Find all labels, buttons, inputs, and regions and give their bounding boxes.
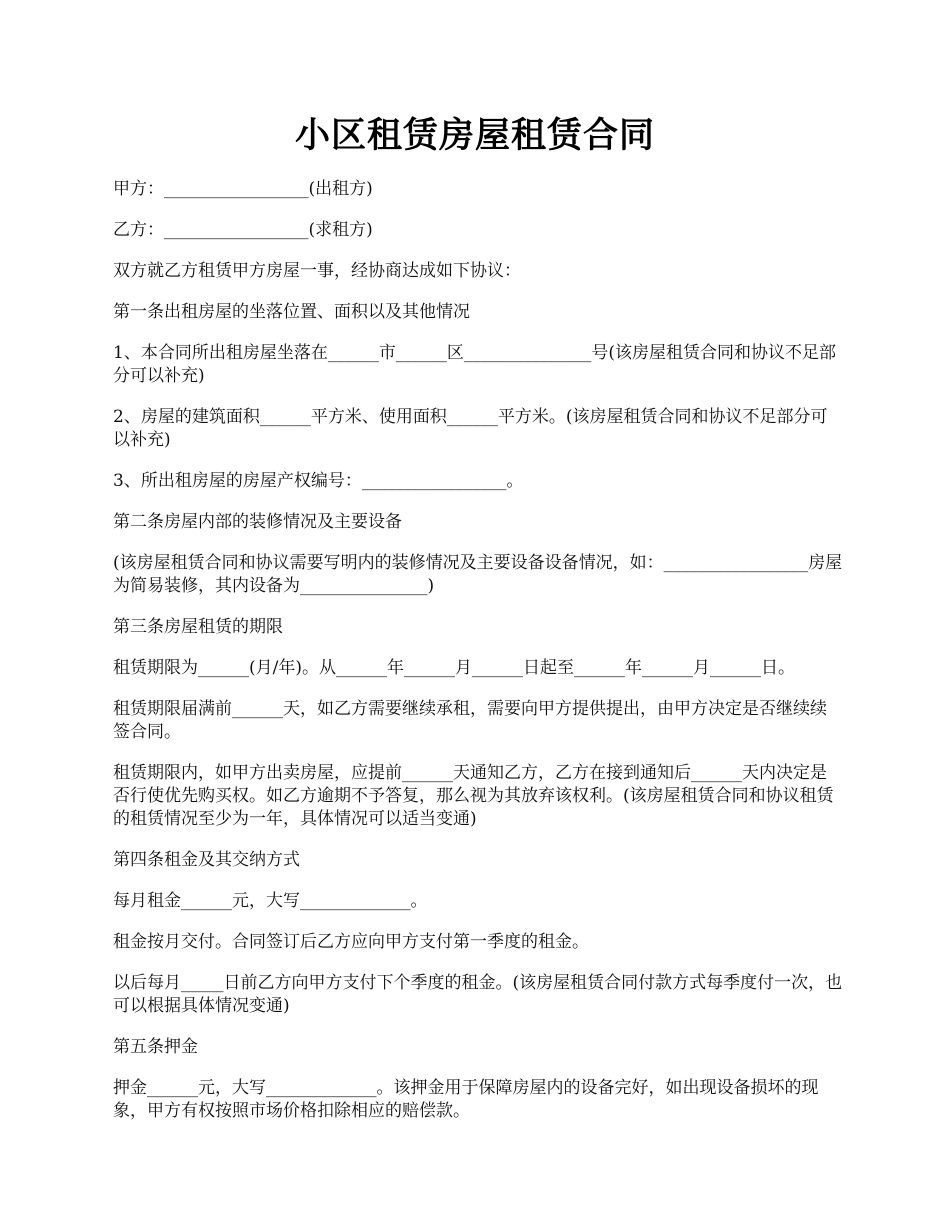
article-1-heading: 第一条出租房屋的坐落位置、面积以及其他情况 bbox=[113, 302, 470, 322]
article-1-clause-2: 2、房屋的建筑面积______平方米、使用面积______平方米。(该房屋租赁合同和协议不足部分可以补充) bbox=[113, 407, 828, 450]
article-1-clause-1: 1、本合同所出租房屋坐落在______市______区_______________号(该房屋租赁合同和协议不足部分可以补充) bbox=[113, 343, 836, 386]
article-5-heading: 第五条押金 bbox=[113, 1037, 198, 1057]
lease-term-paragraph: 租赁期限为______(月/年)。从______年______月______日起至______年______月______日。 bbox=[113, 658, 795, 678]
article-4-heading: 第四条租金及其交纳方式 bbox=[113, 850, 300, 870]
intro-paragraph: 双方就乙方租赁甲方房屋一事，经协商达成如下协议： bbox=[113, 261, 521, 281]
monthly-rent-paragraph: 每月租金______元，大写_____________。 bbox=[113, 891, 428, 911]
renewal-paragraph: 租赁期限届满前______天，如乙方需要继续承租，需要向甲方提供提出，由甲方决定是否继续续签合同。 bbox=[113, 699, 827, 742]
document-title: 小区租赁房屋租赁合同 bbox=[294, 115, 655, 156]
rent-schedule-paragraph: 以后每月_____日前乙方向甲方支付下个季度的租金。(该房屋租赁合同付款方式每季度付一次，也可以根据具体情况变通) bbox=[113, 973, 843, 1016]
document-body bbox=[113, 178, 843, 1141]
article-2-text: (该房屋租赁合同和协议需要写明内的装修情况及主要设备设备情况，如：_________________房屋为简易装修，其内设备为_______________) bbox=[113, 553, 843, 596]
party-b-line: 乙方：_________________(求租方) bbox=[113, 220, 373, 240]
priority-purchase-paragraph: 租赁期限内，如甲方出卖房屋，应提前______天通知乙方，乙方在接到通知后______天内决定是否行使优先购买权。如乙方逾期不予答复，那么视为其放弃该权利。(该房屋租赁合同和协议租赁的租赁情况至少为一年，具体情况可以适当变通) bbox=[113, 763, 834, 829]
rent-payment-paragraph: 租金按月交付。合同签订后乙方应向甲方支付第一季度的租金。 bbox=[113, 932, 589, 952]
article-1-clause-3: 3、所出租房屋的房屋产权编号：_________________。 bbox=[113, 471, 524, 491]
deposit-paragraph: 押金______元，大写_____________。该押金用于保障房屋内的设备完好，如出现设备损坏的现象，甲方有权按照市场价格扣除相应的赔偿款。 bbox=[113, 1078, 819, 1121]
article-3-heading: 第三条房屋租赁的期限 bbox=[113, 617, 283, 637]
party-a-line: 甲方：_________________(出租方) bbox=[113, 179, 373, 199]
article-2-heading: 第二条房屋内部的装修情况及主要设备 bbox=[113, 512, 402, 532]
